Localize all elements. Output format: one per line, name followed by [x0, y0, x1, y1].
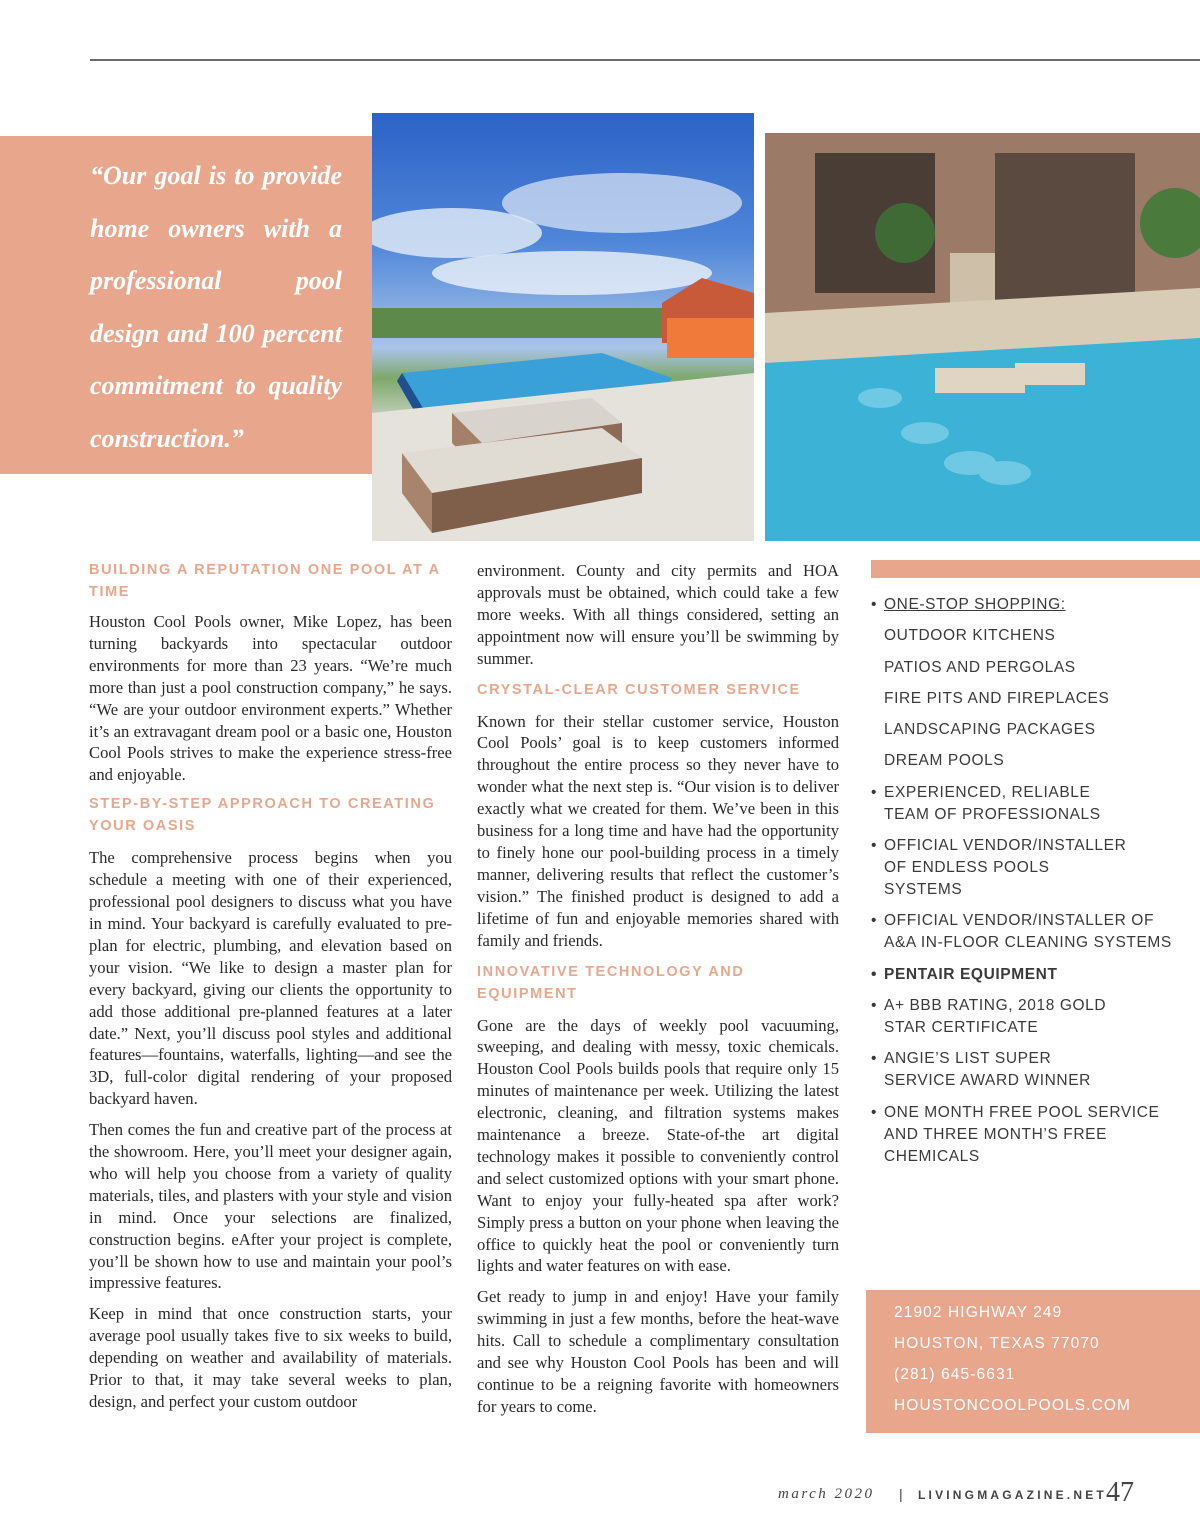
section-heading: CRYSTAL-CLEAR CUSTOMER SERVICE — [477, 681, 801, 698]
article-column-1 — [89, 560, 452, 1422]
paragraph: Then comes the fun and creative part of the process at the showroom. Here, you’ll meet your designer again, who will help you choose from a variety of quality materials, tiles, and plasters with your style and vision in mind. Once your selections are finalized, construction begins. eAfter your project is complete, you’ll be shown how to use and maintain your pool’s impressive features. — [89, 1120, 452, 1293]
page-number: 47 — [1106, 1477, 1134, 1508]
contact-address: 21902 HIGHWAY 249 — [894, 1304, 1063, 1321]
contact-box — [866, 1290, 1200, 1433]
list-item: • A+ BBB RATING, 2018 GOLD STAR CERTIFICATE — [871, 995, 1141, 1039]
contact-city: HOUSTON, TEXAS 77070 — [894, 1335, 1100, 1352]
sidebar-accent-bar — [871, 560, 1200, 578]
contact-phone: (281) 645-6631 — [894, 1366, 1016, 1383]
paragraph: Gone are the days of weekly pool vacuuming, sweeping, and dealing with messy, toxic chemicals. Houston Cool Pools builds pools that require only 15 minutes of maintenance per week. Utilizing the latest electronic, cleaning, and filtration systems makes maintenance a breeze. State-of-the art digital technology makes it possible to conveniently control and select customized options with your smart phone. Want to enjoy your fully-heated spa after work? Simply press a button on your phone when leaving the office to quickly heat the pool or conveniently turn lights and water features on with ease. — [477, 1015, 839, 1276]
contact-website: HOUSTONCOOLPOOLS.COM — [894, 1397, 1132, 1414]
list-item: PATIOS AND PERGOLAS — [884, 658, 1076, 676]
list-item: • OFFICIAL VENDOR/INSTALLER OF A&A IN-FLOOR CLEANING SYSTEMS — [871, 910, 1181, 954]
section-heading: BUILDING A REPUTATION ONE POOL AT A TIME — [89, 562, 441, 600]
list-item: • OFFICIAL VENDOR/INSTALLER OF ENDLESS POOLS SYSTEMS — [871, 835, 1131, 901]
article-column-2 — [477, 560, 839, 1427]
paragraph: Houston Cool Pools owner, Mike Lopez, has been turning backyards into spectacular outdoor environments for more than 23 years. “We’re much more than just a pool construction company,” he says. “We are your outdoor environment experts.” Whether it’s an extravagant dream pool or a basic one, Houston Cool Pools strives to make the experience stress-free and enjoyable. — [89, 612, 452, 785]
list-item: • EXPERIENCED, RELIABLE TEAM OF PROFESSIONALS — [871, 782, 1121, 826]
list-item: DREAM POOLS — [884, 752, 1005, 770]
list-item: • ONE-STOP SHOPPING: — [871, 594, 1200, 616]
footer-date: march 2020 — [778, 1486, 875, 1502]
footer-site: LIVINGMAGAZINE.NET — [918, 1488, 1107, 1502]
list-item: • ANGIE’S LIST SUPER SERVICE AWARD WINNER — [871, 1048, 1111, 1092]
footer-separator: | — [899, 1486, 903, 1502]
list-item: FIRE PITS AND FIREPLACES — [884, 689, 1110, 707]
pool-photo-right — [765, 113, 1200, 541]
top-rule — [90, 59, 1200, 61]
pool-photo-left-art — [372, 113, 754, 541]
list-item: LANDSCAPING PACKAGES — [884, 721, 1096, 739]
paragraph: environment. County and city permits and HOA approvals must be obtained, which could take a few more weeks. With all things considered, setting an appointment now will ensure you’ll be swimming by summer. — [477, 561, 839, 668]
services-list — [871, 594, 1200, 1177]
paragraph: The comprehensive process begins when you schedule a meeting with one of their experienced, professional pool designers to discuss what you have in mind. Your backyard is carefully evaluated to pre-plan for electric, plumbing, and elevation based on your vision. “We like to design a master plan for every backyard, giving our clients the opportunity to add those additional pre-planned features at a later date.” Next, you’ll discuss pool styles and additional features—fountains, waterfalls, lighting—and see the 3D, full-color digital rendering of your proposed backyard haven. — [89, 848, 452, 1109]
paragraph: Get ready to jump in and enjoy! Have your family swimming in just a few months, before the heat-wave hits. Call to schedule a complimentary consultation and see why Houston Cool Pools has been and will continue to be a reigning favorite with homeowners for years to come. — [477, 1287, 839, 1416]
pool-photo-right-art — [765, 113, 1200, 541]
pool-photo-left — [372, 113, 754, 541]
paragraph: Keep in mind that once construction starts, your average pool usually takes five to six weeks to build, depending on weather and availability of materials. Prior to that, it may take several weeks to plan, design, and perfect your custom outdoor — [89, 1304, 452, 1411]
list-item: OUTDOOR KITCHENS — [884, 627, 1056, 645]
paragraph: Known for their stellar customer service, Houston Cool Pools’ goal is to keep customers informed throughout the entire process so they never have to wonder what the next step is. “Our vision is to deliver exactly what we created for them. We’ve been in this business for a long time and have had the opportunity to finely hone our pool-building process in a timely manner, delivering results that reflect the customer’s vision.” The finished product is designed to add a lifetime of fun and enjoyable memories shared with family and friends. — [477, 711, 839, 950]
pull-quote: “Our goal is to provide home owners with a professional pool design and 100 percent commitment to quality construction.” — [90, 161, 342, 453]
section-heading: INNOVATIVE TECHNOLOGY AND EQUIPMENT — [477, 963, 745, 1002]
list-item: • PENTAIR EQUIPMENT — [871, 964, 1200, 986]
section-heading: STEP-BY-STEP APPROACH TO CREATING YOUR OASIS — [89, 796, 436, 835]
list-item: • ONE MONTH FREE POOL SERVICE AND THREE MONTH’S FREE CHEMICALS — [871, 1102, 1171, 1168]
